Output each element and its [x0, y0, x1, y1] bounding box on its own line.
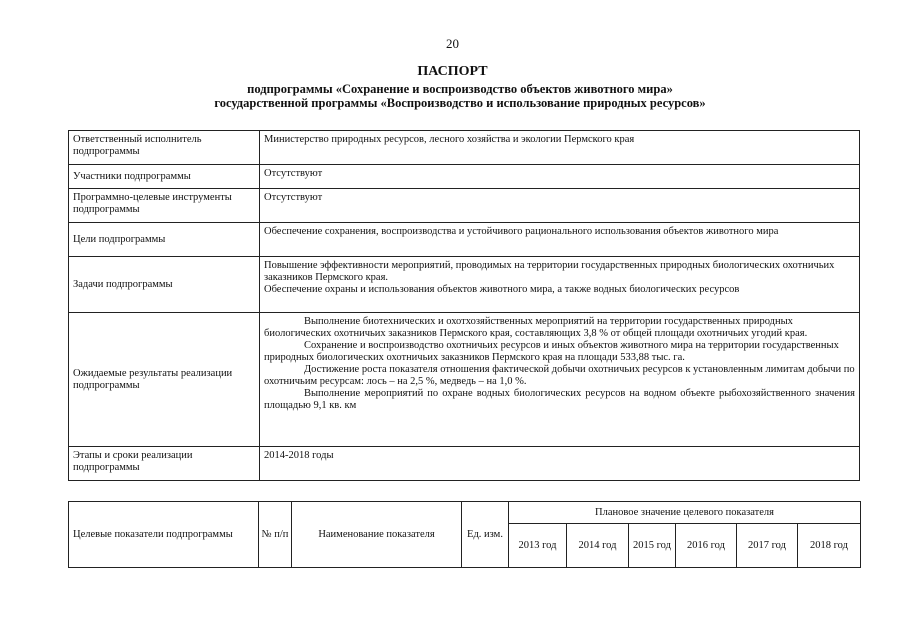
stages-label: Этапы и сроки реализации подпрограммы	[69, 447, 260, 481]
targets-header-row	[69, 502, 861, 524]
goals-label: Цели подпрограммы	[69, 223, 260, 257]
targets-plan-header: Плановое значение целевого показателя	[509, 502, 861, 524]
subtitle-line-2: государственной программы «Воспроизводство и использование природных ресурсов»	[214, 96, 706, 110]
targets-table	[68, 501, 861, 568]
year-2017: 2017 год	[737, 524, 798, 568]
results-paragraph-2: Сохранение и воспроизводство охотничьих ресурсов и иных объектов животного мира на территории государственных природных биологических охотничьих заказников Пермского края на площади 533,88 тыс. га.	[264, 340, 839, 363]
tasks-value	[260, 257, 860, 313]
results-value	[260, 313, 860, 447]
instruments-value: Отсутствуют	[260, 189, 860, 223]
passport-table	[68, 130, 860, 481]
row-tasks	[69, 257, 860, 313]
participants-value: Отсутствуют	[260, 165, 860, 189]
row-instruments	[69, 189, 860, 223]
tasks-label: Задачи подпрограммы	[69, 257, 260, 313]
results-label: Ожидаемые результаты реализации подпрограммы	[69, 313, 260, 447]
subtitle-line-1: подпрограммы «Сохранение и воспроизводство объектов животного мира»	[247, 82, 673, 96]
row-participants	[69, 165, 860, 189]
year-2014: 2014 год	[567, 524, 629, 568]
row-goals	[69, 223, 860, 257]
results-paragraph-4: Выполнение мероприятий по охране водных биологических ресурсов на водном объекте рыбохозяйственного значения площадью 9,1 кв. км	[264, 388, 855, 411]
tasks-item-2: Обеспечение охраны и использования объектов животного мира, а также водных биологических ресурсов	[264, 284, 740, 295]
row-executor	[69, 131, 860, 165]
page-number: 20	[446, 36, 459, 51]
targets-col-name: Наименование показателя	[292, 502, 462, 568]
page-subtitle	[150, 82, 770, 110]
row-results	[69, 313, 860, 447]
page-title: ПАСПОРТ	[417, 64, 488, 79]
targets-label: Целевые показатели подпрограммы	[69, 502, 259, 568]
executor-value: Министерство природных ресурсов, лесного хозяйства и экологии Пермского края	[260, 131, 860, 165]
tasks-item-1: Повышение эффективности мероприятий, проводимых на территории государственных природных биологических охотничьих заказников Пермского края.	[264, 260, 835, 283]
targets-col-unit: Ед. изм.	[462, 502, 509, 568]
executor-label: Ответственный исполнитель подпрограммы	[69, 131, 260, 165]
participants-label: Участники подпрограммы	[69, 165, 260, 189]
year-2018: 2018 год	[798, 524, 861, 568]
instruments-label: Программно-целевые инструменты подпрограммы	[69, 189, 260, 223]
row-stages	[69, 447, 860, 481]
stages-value: 2014-2018 годы	[260, 447, 860, 481]
year-2016: 2016 год	[676, 524, 737, 568]
results-paragraph-1: Выполнение биотехнических и охотхозяйственных мероприятий на территории государственных природных биологических охотничьих заказников Пермского края, составляющих 3,8 % от общей площади охотничьих угодий края.	[264, 316, 808, 339]
results-paragraph-3: Достижение роста показателя отношения фактической добычи охотничьих ресурсов к установленным лимитам добычи по охотничьим ресурсам: лось – на 2,5 %, медведь – на 1,0 %.	[264, 364, 855, 387]
year-2013: 2013 год	[509, 524, 567, 568]
targets-col-number: № п/п	[259, 502, 292, 568]
goals-value: Обеспечение сохранения, воспроизводства и устойчивого рационального использования объектов животного мира	[260, 223, 860, 257]
year-2015: 2015 год	[629, 524, 676, 568]
